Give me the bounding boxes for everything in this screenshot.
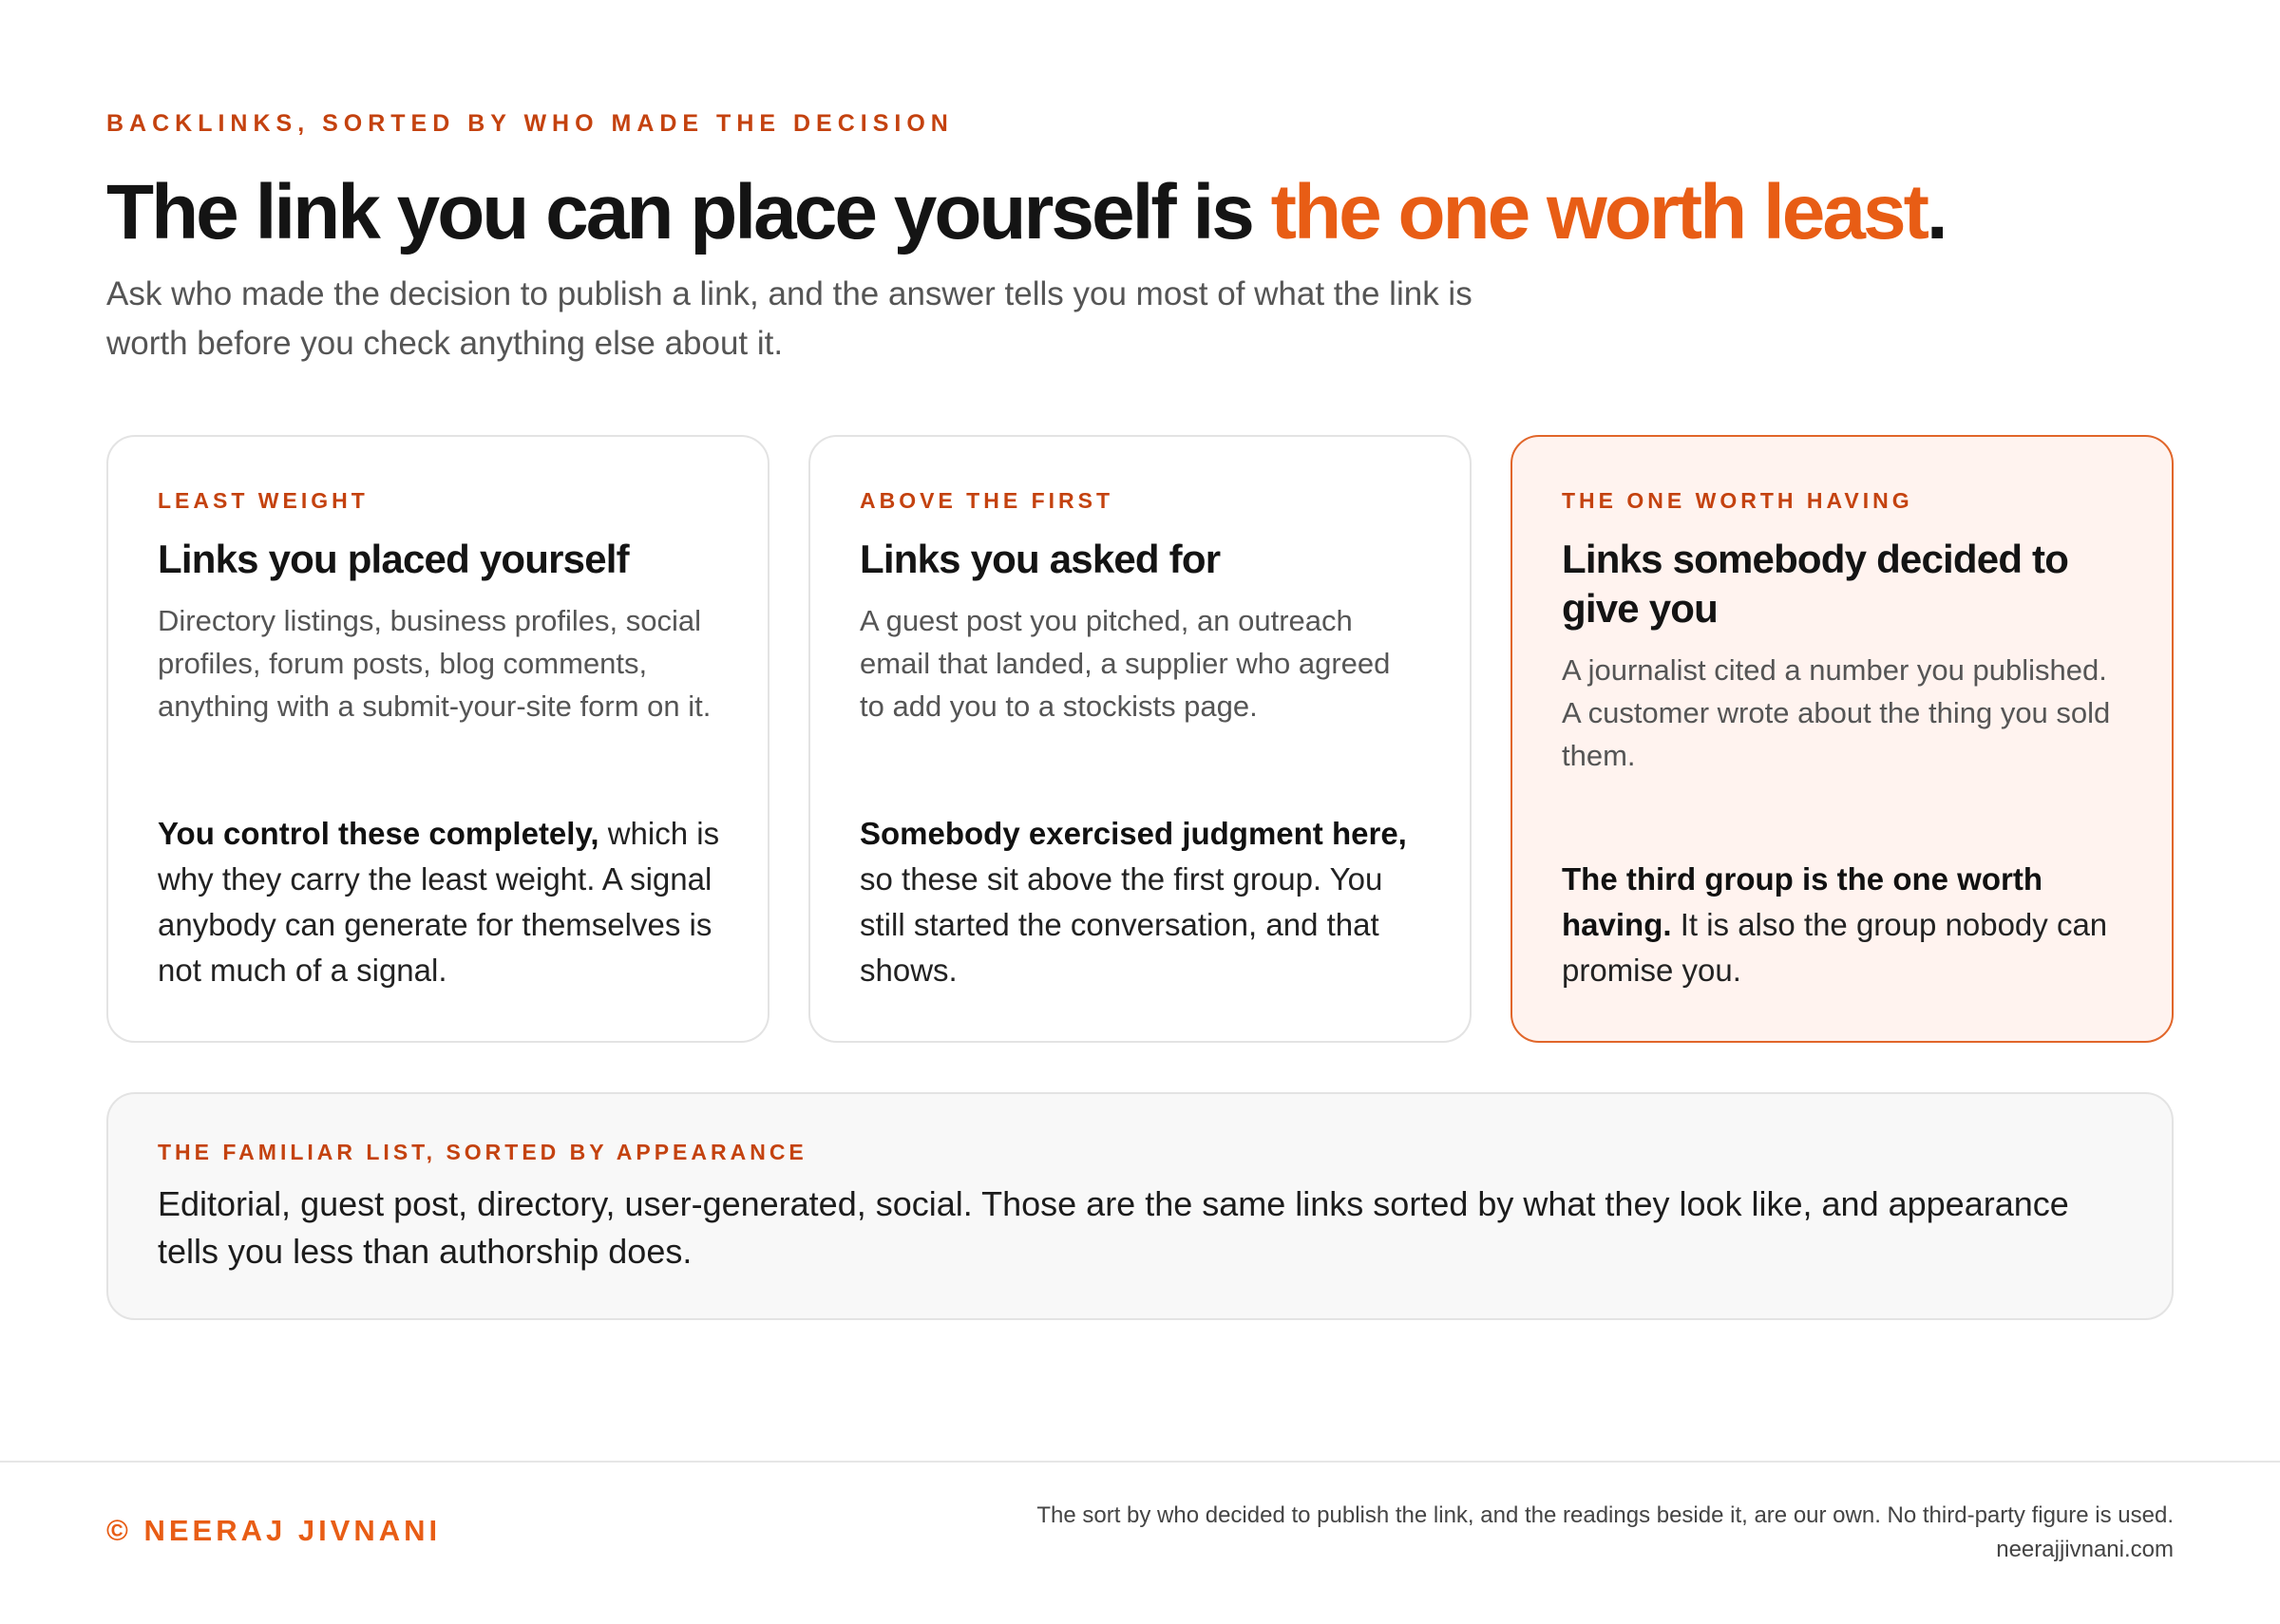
card-note-rest: which is why they carry the least weight. A signal anybody can generate for themselves is not much of a signal. bbox=[158, 816, 720, 988]
card-decided-to-give bbox=[1510, 435, 2174, 1043]
card-note-bold: Somebody exercised judgment here, bbox=[860, 816, 1407, 851]
card-note-rest: so these sit above the first group. You still started the conversation, and that shows. bbox=[860, 861, 1383, 988]
card-eyebrow: ABOVE THE FIRST bbox=[860, 488, 1114, 513]
footer-divider bbox=[0, 1461, 2280, 1463]
footer-url[interactable]: neerajjivnani.com bbox=[1996, 1537, 2174, 1562]
card-note-bold: The third group is the one worth having. bbox=[1562, 861, 2042, 942]
card-note bbox=[1562, 857, 2128, 993]
familiar-body: Editorial, guest post, directory, user-generated, social. Those are the same links sorted by what they look like, and appearance tells you less than authorship does. bbox=[158, 1184, 2069, 1271]
card-note-rest: It is also the group nobody can promise you. bbox=[1562, 907, 2108, 988]
card-title: Links you asked for bbox=[860, 537, 1221, 581]
headline-start: The link you can place yourself is bbox=[106, 169, 1271, 255]
card-description: A journalist cited a number you published. A customer wrote about the thing you sold them. bbox=[1562, 653, 2111, 772]
card-note bbox=[158, 811, 724, 993]
headline-end: . bbox=[1926, 169, 1946, 255]
card-description: Directory listings, business profiles, social profiles, forum posts, blog comments, anything with a submit-your-site form on it. bbox=[158, 604, 712, 723]
card-note-bold: You control these completely, bbox=[158, 816, 599, 851]
footer-brand: © NEERAJ JIVNANI bbox=[106, 1514, 442, 1547]
card-title: Links you placed yourself bbox=[158, 537, 629, 581]
card-description: A guest post you pitched, an outreach email that landed, a supplier who agreed to add you to a stockists page. bbox=[860, 604, 1391, 723]
card-placed-yourself bbox=[106, 435, 770, 1043]
footer-note bbox=[844, 1499, 2174, 1567]
familiar-list-panel bbox=[106, 1092, 2174, 1320]
familiar-eyebrow: THE FAMILIAR LIST, SORTED BY APPEARANCE bbox=[158, 1140, 808, 1164]
page-eyebrow: BACKLINKS, SORTED BY WHO MADE THE DECISION bbox=[106, 110, 954, 137]
card-asked-for bbox=[808, 435, 1472, 1043]
card-row bbox=[106, 435, 2174, 1043]
card-note bbox=[860, 811, 1426, 993]
page-headline bbox=[106, 161, 1946, 264]
card-eyebrow: LEAST WEIGHT bbox=[158, 488, 369, 513]
page-subhead: Ask who made the decision to publish a link, and the answer tells you most of what the link is worth before you check anything else about it. bbox=[106, 275, 1472, 362]
card-eyebrow: THE ONE WORTH HAVING bbox=[1562, 488, 1913, 513]
footer-note-text: The sort by who decided to publish the link, and the readings beside it, are our own. No third-party figure is used. bbox=[1036, 1502, 2174, 1528]
headline-accent: the one worth least bbox=[1270, 169, 1927, 255]
card-title: Links somebody decided to give you bbox=[1562, 537, 2069, 631]
